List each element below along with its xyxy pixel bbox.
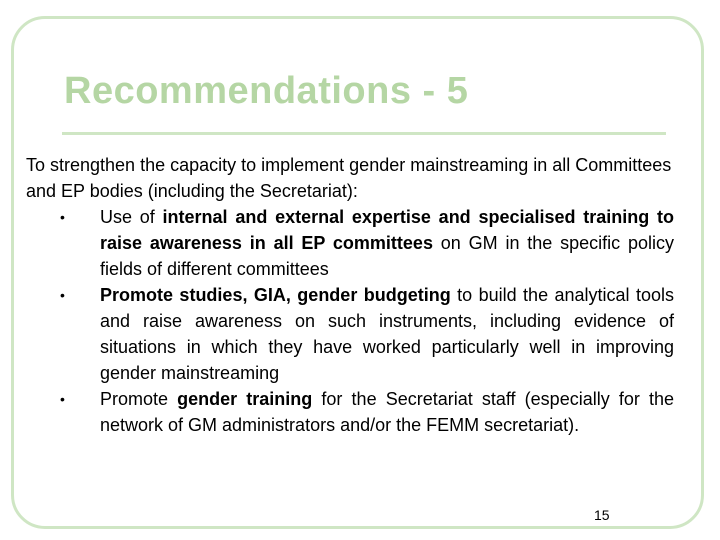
bullet-dot-icon: •	[60, 209, 65, 225]
text-segment: Use of	[100, 207, 163, 227]
bullet-item	[26, 386, 674, 438]
page-number: 15	[594, 507, 610, 523]
bullet-list	[26, 204, 674, 438]
bullet-text	[100, 207, 674, 279]
title-divider	[62, 132, 666, 135]
slide-title: Recommendations - 5	[64, 70, 469, 112]
intro-text: To strengthen the capacity to implement gender mainstreaming in all Committees and EP bodies (including the Secretariat):	[26, 155, 672, 201]
bold-segment: internal and external expertise and specialised training to raise awareness in all EP committees	[100, 207, 674, 253]
bullet-text	[100, 285, 674, 383]
text-segment: Promote	[100, 389, 178, 409]
text-segment: to build the analytical tools and raise awareness on such instruments, including evidence of situations in which they have worked particularly well in improving gender mainstreaming	[100, 285, 674, 383]
bullet-dot-icon: •	[60, 287, 65, 303]
bullet-item	[26, 204, 674, 282]
bold-segment: gender training	[177, 389, 313, 409]
text-segment: for the Secretariat staff (especially for the network of GM administrators and/or the FEMM secretariat).	[100, 389, 674, 435]
bullet-dot-icon: •	[60, 391, 65, 407]
bullet-item	[26, 282, 674, 386]
bold-segment: Promote studies, GIA, gender budgeting	[100, 285, 451, 305]
bullet-text	[100, 389, 674, 435]
text-segment: on GM in the specific policy fields of different committees	[100, 233, 674, 279]
